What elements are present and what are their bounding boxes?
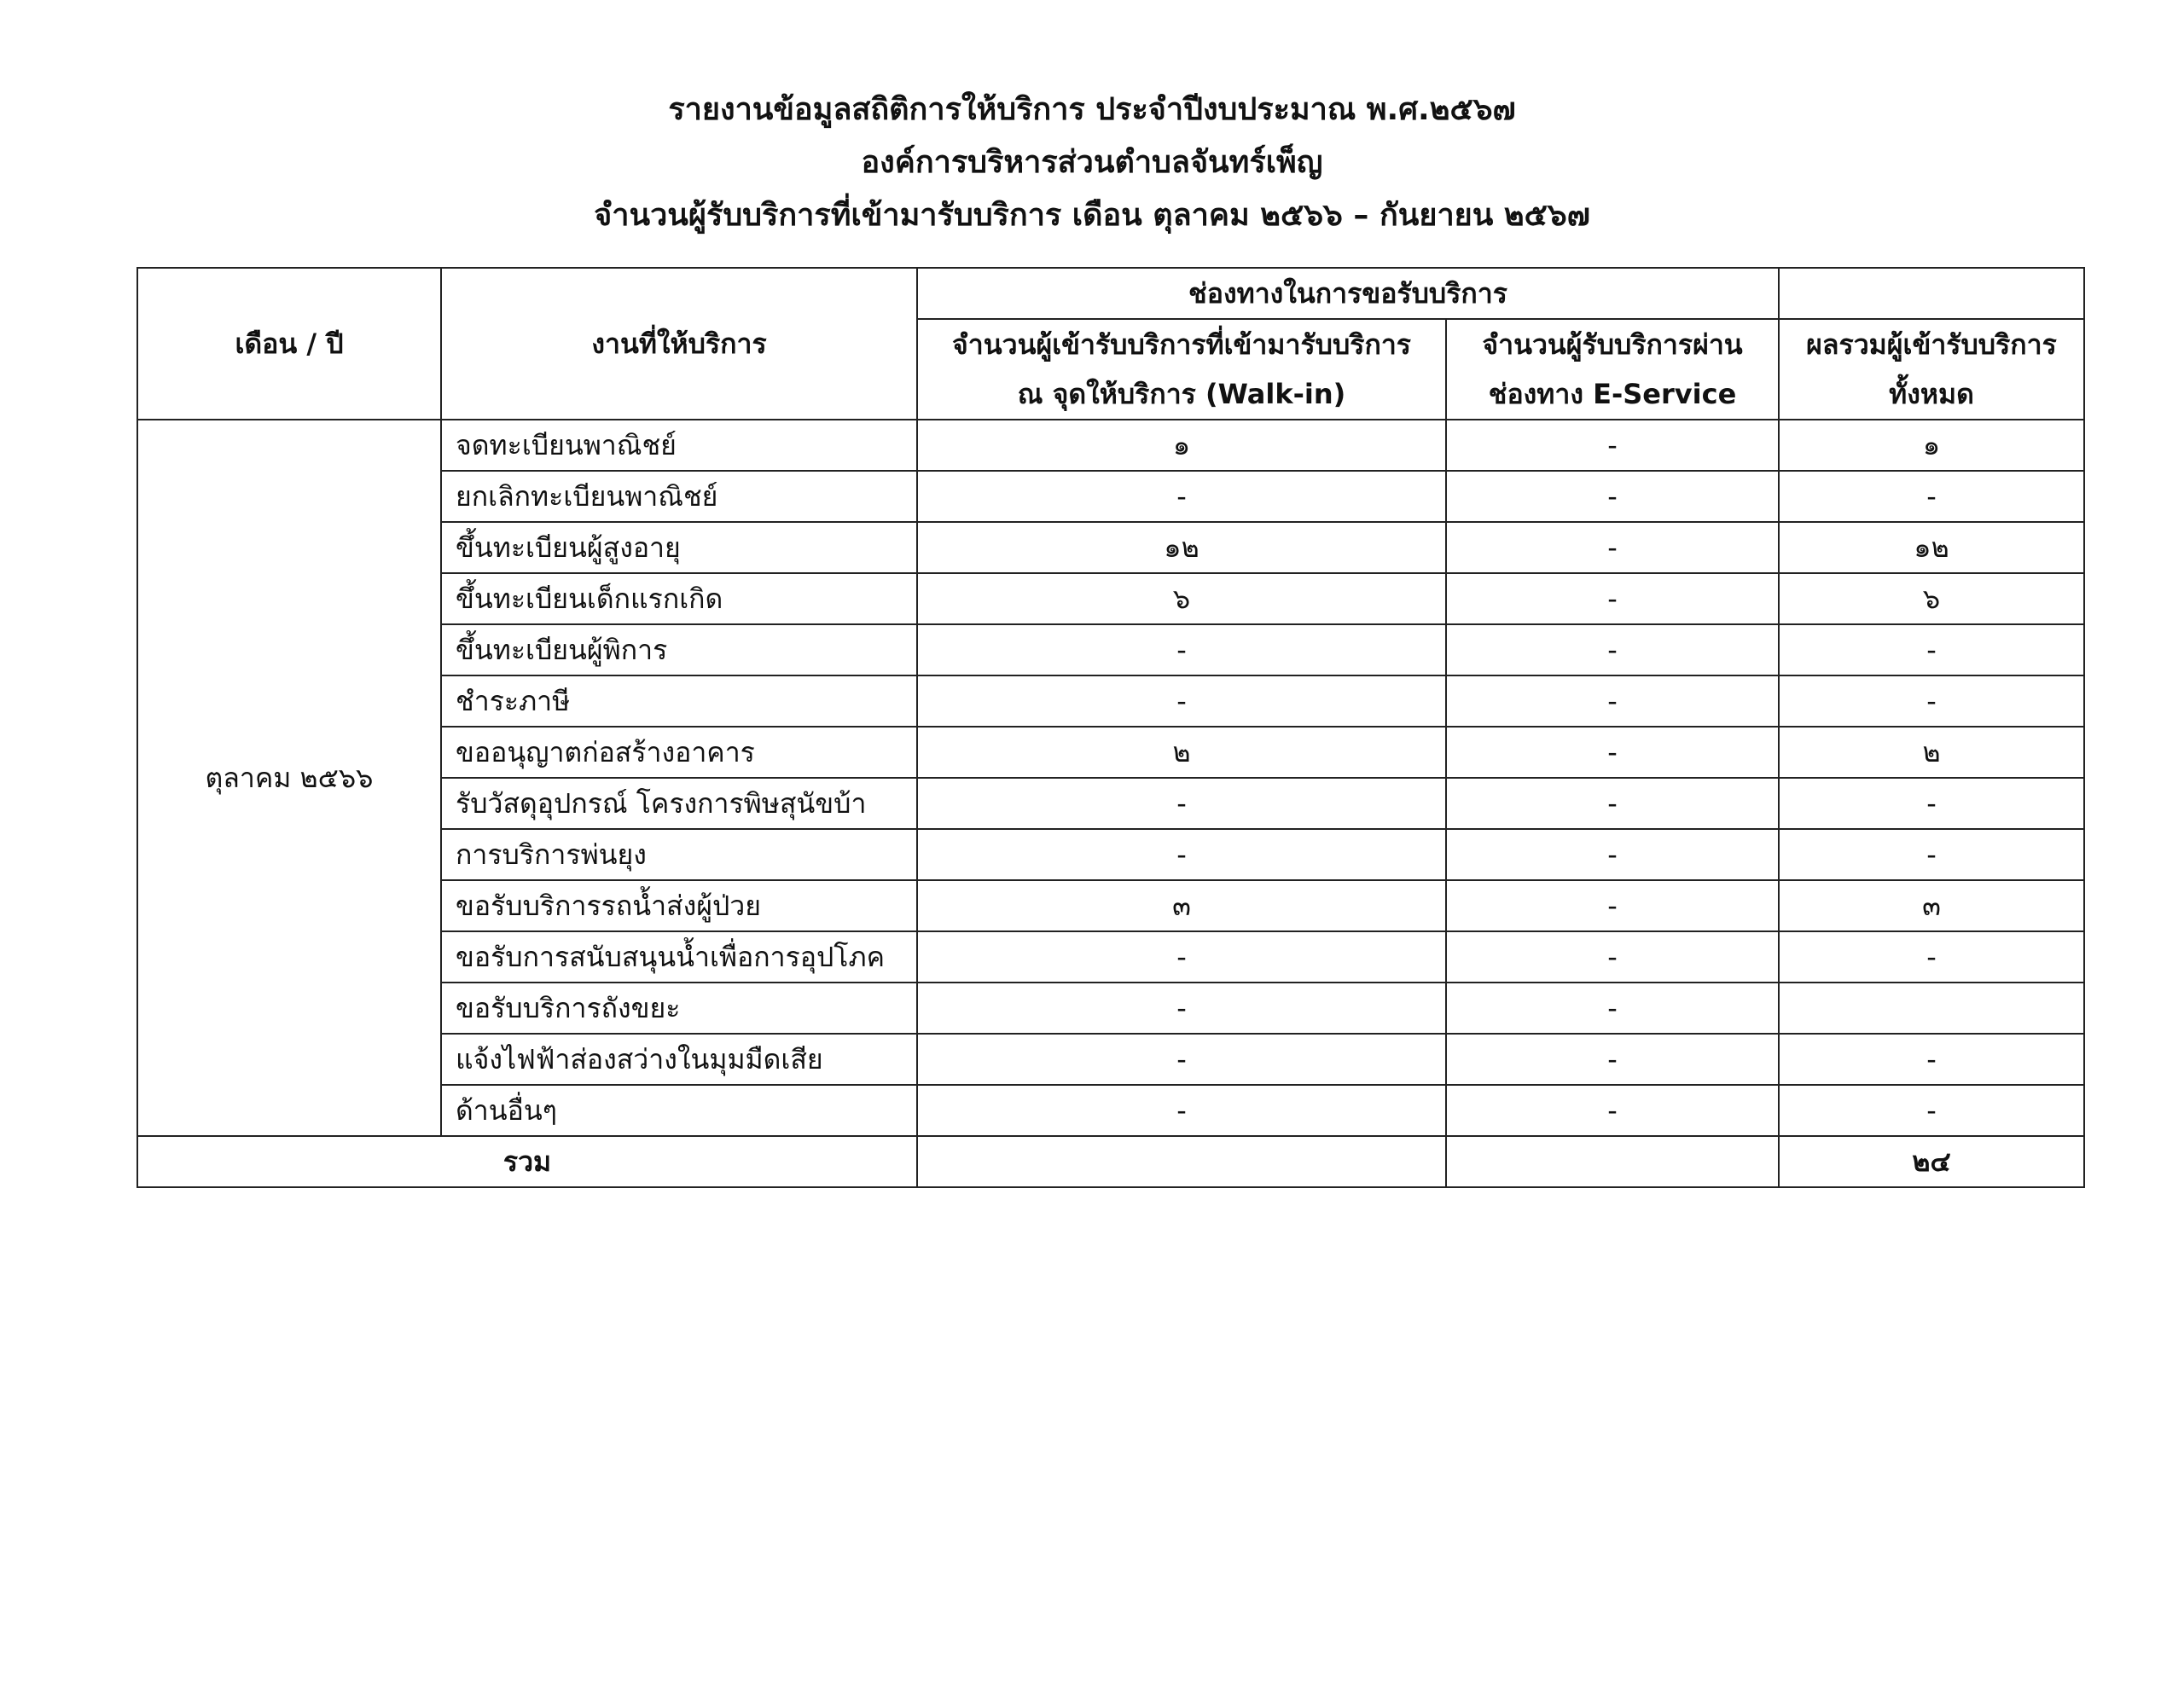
eservice-cell: - [1446, 880, 1779, 931]
service-cell: ขึ้นทะเบียนผู้พิการ [441, 624, 917, 675]
total-cell: - [1779, 471, 2084, 522]
eservice-cell: - [1446, 624, 1779, 675]
eservice-cell: - [1446, 573, 1779, 624]
channel-group-header: ช่องทางในการขอรับบริการ [917, 268, 1779, 319]
walkin-cell: - [917, 471, 1446, 522]
service-cell: ขอรับบริการรถน้ำส่งผู้ป่วย [441, 880, 917, 931]
service-cell: การบริการพ่นยุง [441, 829, 917, 880]
total-header-line2: ทั้งหมด [1889, 378, 1974, 410]
table-body [137, 420, 2084, 1187]
service-column-header: งานที่ให้บริการ [441, 268, 917, 420]
walkin-cell: - [917, 675, 1446, 727]
total-row [137, 1136, 2084, 1187]
table-row [137, 420, 2084, 471]
total-cell: - [1779, 1034, 2084, 1085]
month-column-header: เดือน / ปี [137, 268, 441, 420]
total-cell: ๑๒ [1779, 522, 2084, 573]
service-cell: ยกเลิกทะเบียนพาณิชย์ [441, 471, 917, 522]
service-statistics-table [136, 267, 2085, 1188]
total-cell: - [1779, 675, 2084, 727]
total-cell: - [1779, 829, 2084, 880]
service-cell: ด้านอื่นๆ [441, 1085, 917, 1136]
service-cell: ขึ้นทะเบียนเด็กแรกเกิด [441, 573, 917, 624]
walkin-cell: - [917, 1034, 1446, 1085]
walkin-header-line2: ณ จุดให้บริการ (Walk-in) [1017, 378, 1346, 410]
eservice-cell: - [1446, 1085, 1779, 1136]
walkin-cell: - [917, 983, 1446, 1034]
eservice-header-line2: ช่องทาง E-Service [1488, 378, 1737, 410]
walkin-cell: ๖ [917, 573, 1446, 624]
organization-name: องค์การบริหารส่วนตำบลจันทร์เพ็ญ [861, 145, 1323, 180]
service-cell: ขออนุญาตก่อสร้างอาคาร [441, 727, 917, 778]
total-cell: - [1779, 931, 2084, 983]
eservice-cell: - [1446, 420, 1779, 471]
total-cell: - [1779, 624, 2084, 675]
total-cell: ๒ [1779, 727, 2084, 778]
total-cell: - [1779, 1085, 2084, 1136]
eservice-cell: - [1446, 829, 1779, 880]
service-cell: ขึ้นทะเบียนผู้สูงอายุ [441, 522, 917, 573]
report-header [0, 84, 2184, 242]
service-cell: รับวัสดุอุปกรณ์ โครงการพิษสุนัขบ้า [441, 778, 917, 829]
service-cell: จดทะเบียนพาณิชย์ [441, 420, 917, 471]
report-title: รายงานข้อมูลสถิติการให้บริการ ประจำปีงบประมาณ พ.ศ.๒๕๖๗ [668, 92, 1516, 127]
eservice-cell: - [1446, 675, 1779, 727]
eservice-cell: - [1446, 471, 1779, 522]
total-cell: ๑ [1779, 420, 2084, 471]
eservice-cell: - [1446, 983, 1779, 1034]
walkin-cell: - [917, 931, 1446, 983]
eservice-cell: - [1446, 1034, 1779, 1085]
total-walkin-cell [917, 1136, 1446, 1187]
total-cell [1779, 983, 2084, 1034]
total-cell: - [1779, 778, 2084, 829]
total-cell: ๖ [1779, 573, 2084, 624]
walkin-header-line1: จำนวนผู้เข้ารับบริการที่เข้ามารับบริการ [952, 328, 1411, 361]
service-cell: แจ้งไฟฟ้าส่องสว่างในมุมมืดเสีย [441, 1034, 917, 1085]
month-cell: ตุลาคม ๒๕๖๖ [137, 420, 441, 1136]
walkin-cell: - [917, 829, 1446, 880]
walkin-column-header [917, 319, 1446, 420]
total-eservice-cell [1446, 1136, 1779, 1187]
total-label-cell: รวม [137, 1136, 917, 1187]
report-subtitle: จำนวนผู้รับบริการที่เข้ามารับบริการ เดือน ตุลาคม ๒๕๖๖ – กันยายน ๒๕๖๗ [594, 198, 1590, 233]
eservice-column-header [1446, 319, 1779, 420]
walkin-cell: ๒ [917, 727, 1446, 778]
total-cell: ๓ [1779, 880, 2084, 931]
grand-total-cell: ๒๔ [1779, 1136, 2084, 1187]
walkin-cell: ๑ [917, 420, 1446, 471]
total-header-spacer [1779, 268, 2084, 319]
walkin-cell: - [917, 624, 1446, 675]
eservice-cell: - [1446, 931, 1779, 983]
walkin-cell: ๑๒ [917, 522, 1446, 573]
eservice-cell: - [1446, 727, 1779, 778]
eservice-header-line1: จำนวนผู้รับบริการผ่าน [1482, 328, 1743, 361]
service-cell: ขอรับการสนับสนุนน้ำเพื่อการอุปโภค [441, 931, 917, 983]
total-header-line1: ผลรวมผู้เข้ารับบริการ [1806, 328, 2057, 361]
walkin-cell: - [917, 1085, 1446, 1136]
service-cell: ขอรับบริการถังขยะ [441, 983, 917, 1034]
eservice-cell: - [1446, 778, 1779, 829]
table-header-row [137, 268, 2084, 319]
walkin-cell: - [917, 778, 1446, 829]
total-column-header [1779, 319, 2084, 420]
service-cell: ชำระภาษี [441, 675, 917, 727]
walkin-cell: ๓ [917, 880, 1446, 931]
eservice-cell: - [1446, 522, 1779, 573]
